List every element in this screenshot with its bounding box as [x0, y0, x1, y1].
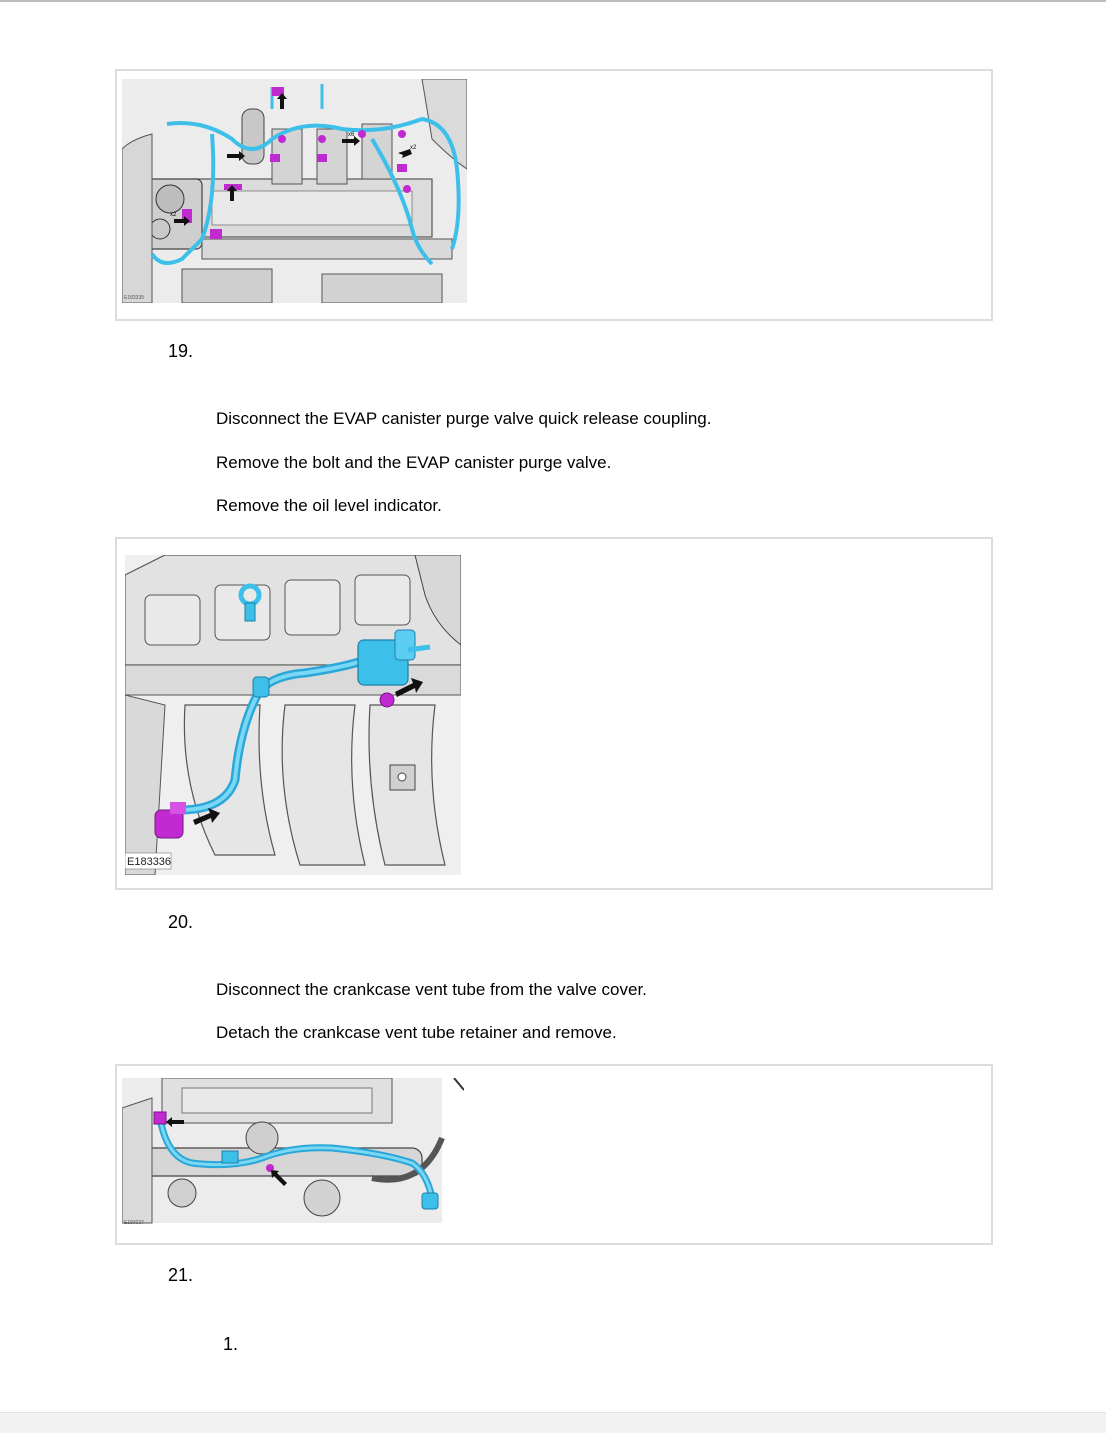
figure-box-3: [115, 1064, 993, 1245]
step-19-line-3: Remove the oil level indicator.: [216, 496, 442, 515]
callout-x6: x6: [348, 132, 355, 138]
step-19-line-1: Disconnect the EVAP canister purge valve quick release coupling.: [216, 409, 712, 428]
step-20-line-2: Detach the crankcase vent tube retainer and remove.: [216, 1023, 617, 1042]
figure-box-2: [115, 537, 993, 890]
callout-x4: x4: [234, 154, 241, 160]
step-20-line-1: Disconnect the crankcase vent tube from the valve cover.: [216, 980, 647, 999]
figure-code-1: E183335: [124, 295, 145, 301]
step-number-21: 21.: [168, 1265, 194, 1285]
step-19-line-2: Remove the bolt and the EVAP canister purge valve.: [216, 453, 612, 472]
step-number-20: 20.: [168, 912, 194, 932]
top-rule: [0, 0, 1106, 2]
figure-code-3: E183337: [124, 1220, 145, 1226]
figure-code-2: E183336: [127, 856, 172, 868]
engine-illustration-3: [122, 1078, 464, 1228]
step-number-19: 19.: [168, 341, 194, 361]
bottom-band: [0, 1412, 1106, 1433]
callout-x2-left: x2: [170, 212, 177, 218]
engine-illustration-2: [125, 555, 461, 875]
figure-box-1: [115, 69, 993, 321]
engine-illustration-1: [122, 79, 467, 303]
substep-number-1: 1.: [223, 1334, 239, 1354]
callout-x2-right: x2: [410, 145, 417, 151]
